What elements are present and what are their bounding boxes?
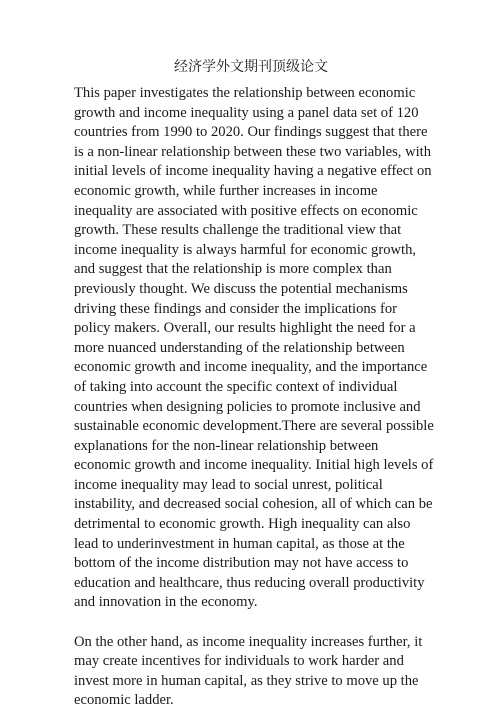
document-body xyxy=(74,84,434,711)
paragraph-2: On the other hand, as income inequality increases further, it may create incentives for individuals to work harder and invest more in human capital, as they strive to move up the economic ladder. xyxy=(74,633,423,709)
paragraph-1: This paper investigates the relationship between economic growth and income inequality using a panel data set of 120 countries from 1990 to 2020. Our findings suggest that there is a non-linear relationship between these two variables, with initial levels of income inequality having a negative effect on economic growth, while further increases in income inequality are associated with positive effects on economic growth. These results challenge the traditional view that income inequality is always harmful for economic growth, and suggest that the relationship is more complex than previously thought. We discuss the potential mechanisms driving these findings and consider the implications for policy makers. Overall, our results highlight the need for a more nuanced understanding of the relationship between economic growth and income inequality, and the importance of taking into account the specific context of individual countries when designing policies to promote inclusive and sustainable economic development.There are several possible explanations for the non-linear relationship between economic growth and income inequality. Initial high levels of income inequality may lead to social unrest, political instability, and decreased social cohesion, all of which can be detrimental to economic growth. High inequality can also lead to underinvestment in human capital, as those at the bottom of the income distribution may not have access to education and healthcare, thus reducing overall productivity and innovation in the economy. xyxy=(74,85,434,611)
document-title: 经济学外文期刊顶级论文 xyxy=(174,59,328,75)
